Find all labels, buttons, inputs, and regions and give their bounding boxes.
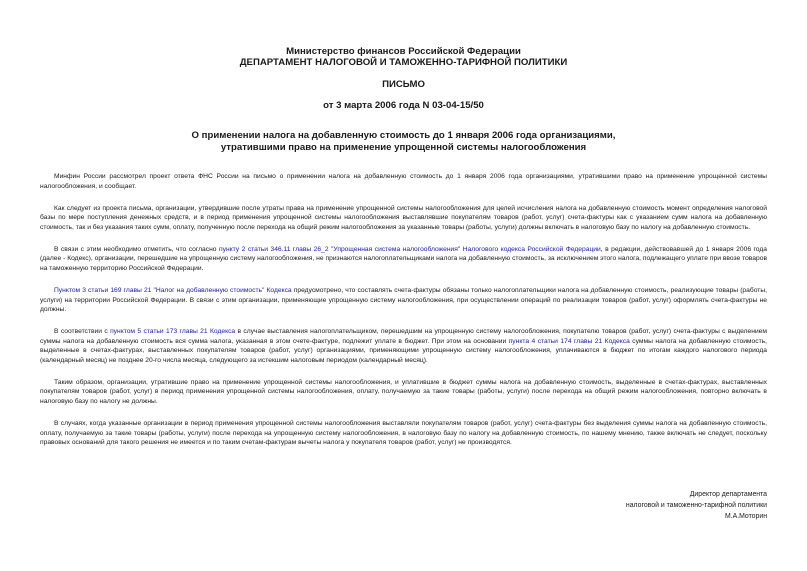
signature-position: Директор департамента — [689, 491, 767, 498]
document-title-line-1: О применении налога на добавленную стоимость до 1 января 2006 года организациями, — [191, 130, 616, 141]
paragraph-4-text-after: предусмотрено, что составлять счета-фактуры обязаны только налогоплательщики налога на добавленную стоимость, реализующие товары (работы, услуги) на территории Российской Федерации. В связи с этим организации, применяющие упрощенную систему налогообложения, при осуществлении операций по реализации товаров (работ, услуг) оформлять счета-фактуры не должны. — [40, 286, 767, 314]
paragraph-3 — [40, 245, 767, 274]
paragraph-2: Как следует из проекта письма, организации, утвердившие после утраты права на применение упрощенной системы налогообложения для целей исчисления налога на добавленную стоимость момент определения налоговой базы по мере поступления денежных средств, и в период применения упрощенной системы налогообложения выставлявшие покупателям товаров (работ, услуг) счета-фактуры как с указанием сумм налога на добавленную стоимость, так и без указания таких сумм, оплату, полученную после перехода на общий режим налогообложения за указанные товары (работы, услуги) должны включать в налоговую базу по налогу на добавленную стоимость. — [40, 204, 767, 231]
paragraph-3-text-after: , в редакции, действовавшей до 1 января 2006 года (далее - Кодекс), организации, перешедшие на упрощенную систему налогообложения, не признаются налогоплательщиками налога на добавленную стоимость, за исключением этого налога, подлежащего уплате при ввозе товаров на таможенную территорию Российской Федерации. — [40, 245, 767, 272]
signature-name: М.А.Моторин — [724, 513, 767, 520]
link-tax-code-art-173[interactable]: пунктом 5 статьи 173 главы 21 Кодекса — [110, 328, 236, 336]
paragraph-3-text-before: В связи с этим необходимо отметить, что согласно — [54, 245, 219, 253]
paragraph-5-text-before: В соответствии с — [54, 328, 111, 336]
department-name: ДЕПАРТАМЕНТ НАЛОГОВОЙ И ТАМОЖЕННО-ТАРИФНОЙ ПОЛИТИКИ — [239, 57, 568, 68]
signature-block — [626, 489, 767, 522]
document-body — [40, 172, 767, 448]
ministry-name: Министерство финансов Российской Федерации — [286, 46, 521, 57]
paragraph-5-text-middle: в случае выставления налогоплательщиком, перешедшим на упрощенную систему налогообложения, покупателю товаров (работ, услуг) счета-фактуры с выделением суммы налога на добавленную стоимость вся сумма налога, указанная в этом счете-фактуре, подлежит уплате в бюджет. При этом на основании — [40, 328, 768, 345]
paragraph-6: Таким образом, организации, утратившие право на применение упрощенной системы налогообложения, и уплатившие в бюджет суммы налога на добавленную стоимость, выделенные в счетах-фактурах, выставленных покупателям товаров (работ, услуг) в период применения упрощенной системы налогообложения, оплату, получаемую за такие товары (работы, услуги) после перехода на общий режим налогообложения, повторно включать в налоговую базу по налогу не должны. — [40, 378, 767, 406]
paragraph-7: В случаях, когда указанные организации в период применения упрощенной системы налогообложения выставляли покупателям товаров (работ, услуг) счета-фактуры без выделения суммы налога на добавленную стоимость, оплату, получаемую за такие товары (работы, услуги) после перехода на упрощенную систему налогообложения, в налоговую базу по налогу на добавленную стоимость, по нашему мнению, также включать не следует, поскольку правовых оснований для такого решения не имеется и по таким счетам-фактурам вычеты налога у покупателя товаров (работ, услуг) не производятся. — [40, 420, 767, 447]
signature-department: налоговой и таможенно-тарифной политики — [625, 502, 767, 509]
document-date-number: от 3 марта 2006 года N 03-04-15/50 — [323, 100, 484, 111]
document-type: ПИСЬМО — [382, 79, 425, 90]
paragraph-4 — [40, 286, 767, 315]
paragraph-5-text-after: суммы налога на добавленную стоимость, выделенные в счетах-фактурах, выставленных покупателям товаров (работ, услуг) организациями, применяющими упрощенную систему налогообложения, уплачиваются в бюджет по итогам каждого налогового периода (календарный месяц) не позднее 20-го числа месяца, следующего за истекшим налоговым периодом (календарный месяц). — [40, 337, 767, 364]
paragraph-5 — [40, 327, 767, 365]
link-tax-code-art-169[interactable]: Пунктом 3 статьи 169 главы 21 "Налог на добавленную стоимость" Кодекса — [54, 286, 292, 294]
paragraph-1: Минфин России рассмотрел проект ответа ФНС России на письмо о применении налога на добавленную стоимость до 1 января 2006 года организациями, утратившими право на применение упрощенной системы налогообложения, и сообщает. — [40, 173, 767, 190]
document-header — [40, 46, 767, 111]
link-tax-code-art-174[interactable]: пункта 4 статьи 174 главы 21 Кодекса — [508, 337, 630, 345]
document-title — [40, 130, 767, 154]
document-title-line-2: утратившими право на применение упрощенной системы налогообложения — [220, 142, 587, 153]
link-tax-code-art-346-11[interactable]: пункту 2 статьи 346.11 главы 26_2 "Упрощенная система налогообложения" Налогового кодекса Российской Федерации — [219, 245, 601, 253]
